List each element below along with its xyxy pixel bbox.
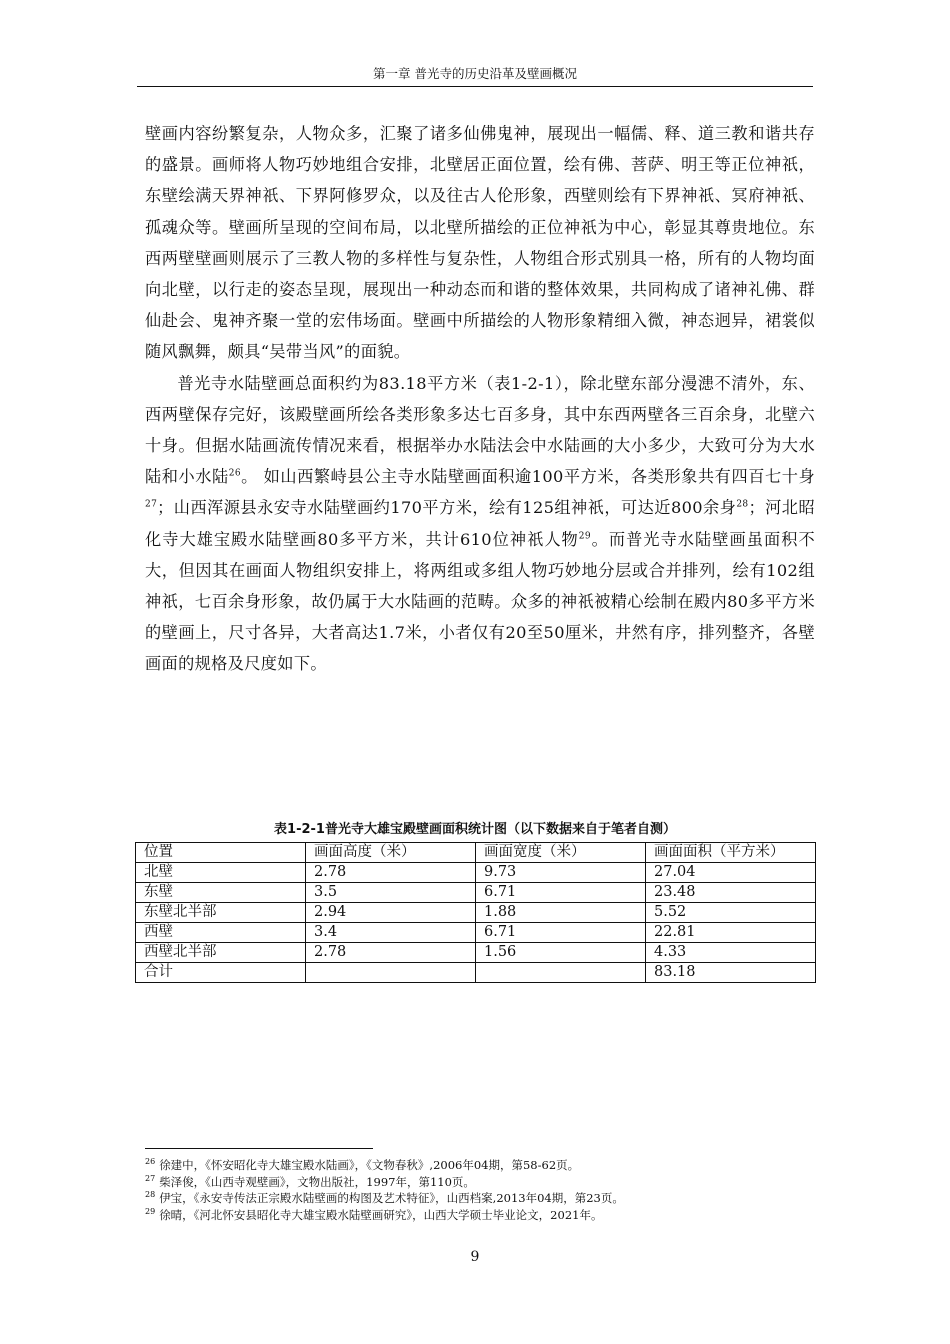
footnote-ref-26[interactable]: 26	[228, 468, 241, 479]
paragraph-2	[145, 368, 815, 680]
footnote-number: 27	[145, 1173, 156, 1183]
table-row	[136, 903, 816, 923]
footnote-text: 徐建中，《怀安昭化寺大雄宝殿水陆画》，《文物春秋》,2006年04期，第58-62页。	[159, 1158, 580, 1172]
page-number: 9	[470, 1249, 480, 1265]
table-cell: 合计	[136, 963, 306, 983]
table-cell: 4.33	[646, 943, 816, 963]
table-cell: 西壁北半部	[136, 943, 306, 963]
table-cell: 27.04	[646, 863, 816, 883]
body-text	[145, 118, 815, 680]
footnotes	[145, 1157, 815, 1223]
table-row	[136, 863, 816, 883]
paragraph-2-part-e: 。而普光寺水陆壁画虽面积不大，但因其在画面人物组织安排上，将两组或多组人物巧妙地分层或合并排列，绘有102组神祇，七百余身形象，故仍属于大水陆画的范畴。众多的神祇被精心绘制在殿内80多平方米的壁画上，尺寸各异，大者高达1.7米，小者仅有20至50厘米，井然有序，排列整齐，各壁画面的规格及尺度如下。	[145, 529, 815, 674]
footnote-text: 徐晴，《河北怀安县昭化寺大雄宝殿水陆壁画研究》，山西大学硕士毕业论文，2021年。	[159, 1207, 603, 1222]
header-rule	[137, 86, 813, 87]
table-cell: 西壁	[136, 923, 306, 943]
table-row	[136, 883, 816, 903]
table-header-row	[136, 843, 816, 863]
table-cell: 东壁	[136, 883, 306, 903]
table-row	[136, 923, 816, 943]
footnote-number: 28	[145, 1190, 156, 1200]
footnote-number: 26	[145, 1157, 156, 1167]
table-header-cell: 位置	[136, 843, 306, 863]
footnote-ref-29[interactable]: 29	[578, 531, 591, 542]
table-cell: 83.18	[646, 963, 816, 983]
table-cell: 23.48	[646, 883, 816, 903]
table-cell	[306, 963, 476, 983]
footnote-28	[145, 1190, 815, 1207]
table-cell: 2.78	[306, 863, 476, 883]
table-header-cell: 画面面积（平方米）	[646, 843, 816, 863]
footnote-number: 29	[145, 1206, 156, 1216]
paragraph-1: 壁画内容纷繁复杂，人物众多，汇聚了诸多仙佛鬼神，展现出一幅儒、释、道三教和谐共存的盛景。画师将人物巧妙地组合安排，北壁居正面位置，绘有佛、菩萨、明王等正位神祇，东壁绘满天界神祇、下界阿修罗众，以及往古人伦形象，西壁则绘有下界神祇、冥府神祇、孤魂众等。壁画所呈现的空间布局，以北壁所描绘的正位神祇为中心，彰显其尊贵地位。东西两壁壁画则展示了三教人物的多样性与复杂性，人物组合形式别具一格，所有的人物均面向北壁，以行走的姿态呈现，展现出一种动态而和谐的整体效果，共同构成了诸神礼佛、群仙赴会、鬼神齐聚一堂的宏伟场面。壁画中所描绘的人物形象精细入微，神态迥异，裙裳似随风飘舞，颇具“吴带当风”的面貌。	[145, 124, 815, 362]
table-cell	[476, 963, 646, 983]
table-cell: 东壁北半部	[136, 903, 306, 923]
table-row	[136, 943, 816, 963]
table-cell: 2.78	[306, 943, 476, 963]
footnote-rule	[145, 1148, 373, 1149]
footnote-ref-28[interactable]: 28	[736, 500, 749, 511]
footnote-29	[145, 1207, 815, 1224]
table-cell: 5.52	[646, 903, 816, 923]
table-cell: 3.5	[306, 883, 476, 903]
table-cell: 9.73	[476, 863, 646, 883]
footnote-27	[145, 1174, 815, 1191]
footnote-26	[145, 1157, 815, 1174]
table-header-cell: 画面宽度（米）	[476, 843, 646, 863]
table-header-cell: 画面高度（米）	[306, 843, 476, 863]
table-cell: 6.71	[476, 883, 646, 903]
table-caption: 表1-2-1普光寺大雄宝殿壁画面积统计图（以下数据来自于笔者自测）	[274, 822, 676, 837]
table-cell: 6.71	[476, 923, 646, 943]
paragraph-2-part-b: 。 如山西繁峙县公主寺水陆壁画面积逾100平方米，各类形象共有四百七十身	[240, 467, 816, 487]
paragraph-2-part-d: ；河北昭化寺大雄宝殿水陆壁画80多平方米，共计610位神祇人物	[145, 498, 815, 549]
paragraph-2-part-c: ；山西浑源县永安寺水陆壁画约170平方米，绘有125组神祇，可达近800余身	[157, 498, 737, 518]
table-cell: 3.4	[306, 923, 476, 943]
table-cell: 2.94	[306, 903, 476, 923]
footnote-ref-27[interactable]: 27	[145, 500, 158, 511]
table-cell: 北壁	[136, 863, 306, 883]
footnote-text: 柴泽俊，《山西寺观壁画》，文物出版社，1997年，第110页。	[159, 1174, 475, 1189]
mural-area-table	[135, 842, 816, 983]
paragraph-2-part-a: 普光寺水陆壁画总面积约为83.18平方米（表1-2-1），除北壁东部分漫漶不清外，东、西两壁保存完好，该殿壁画所绘各类形象多达七百多身，其中东西两壁各三百余身，北壁六十身。但据水陆画流传情况来看，根据举办水陆法会中水陆画的大小多少，大致可分为大水陆和小水陆	[145, 373, 815, 487]
table-cell: 1.56	[476, 943, 646, 963]
footnote-text: 伊宝，《永安寺传法正宗殿水陆壁画的构图及艺术特征》，山西档案,2013年04期，第23页。	[159, 1191, 624, 1205]
running-header: 第一章 普光寺的历史沿革及壁画概况	[373, 66, 577, 81]
table-total-row	[136, 963, 816, 983]
table-cell: 22.81	[646, 923, 816, 943]
table-cell: 1.88	[476, 903, 646, 923]
